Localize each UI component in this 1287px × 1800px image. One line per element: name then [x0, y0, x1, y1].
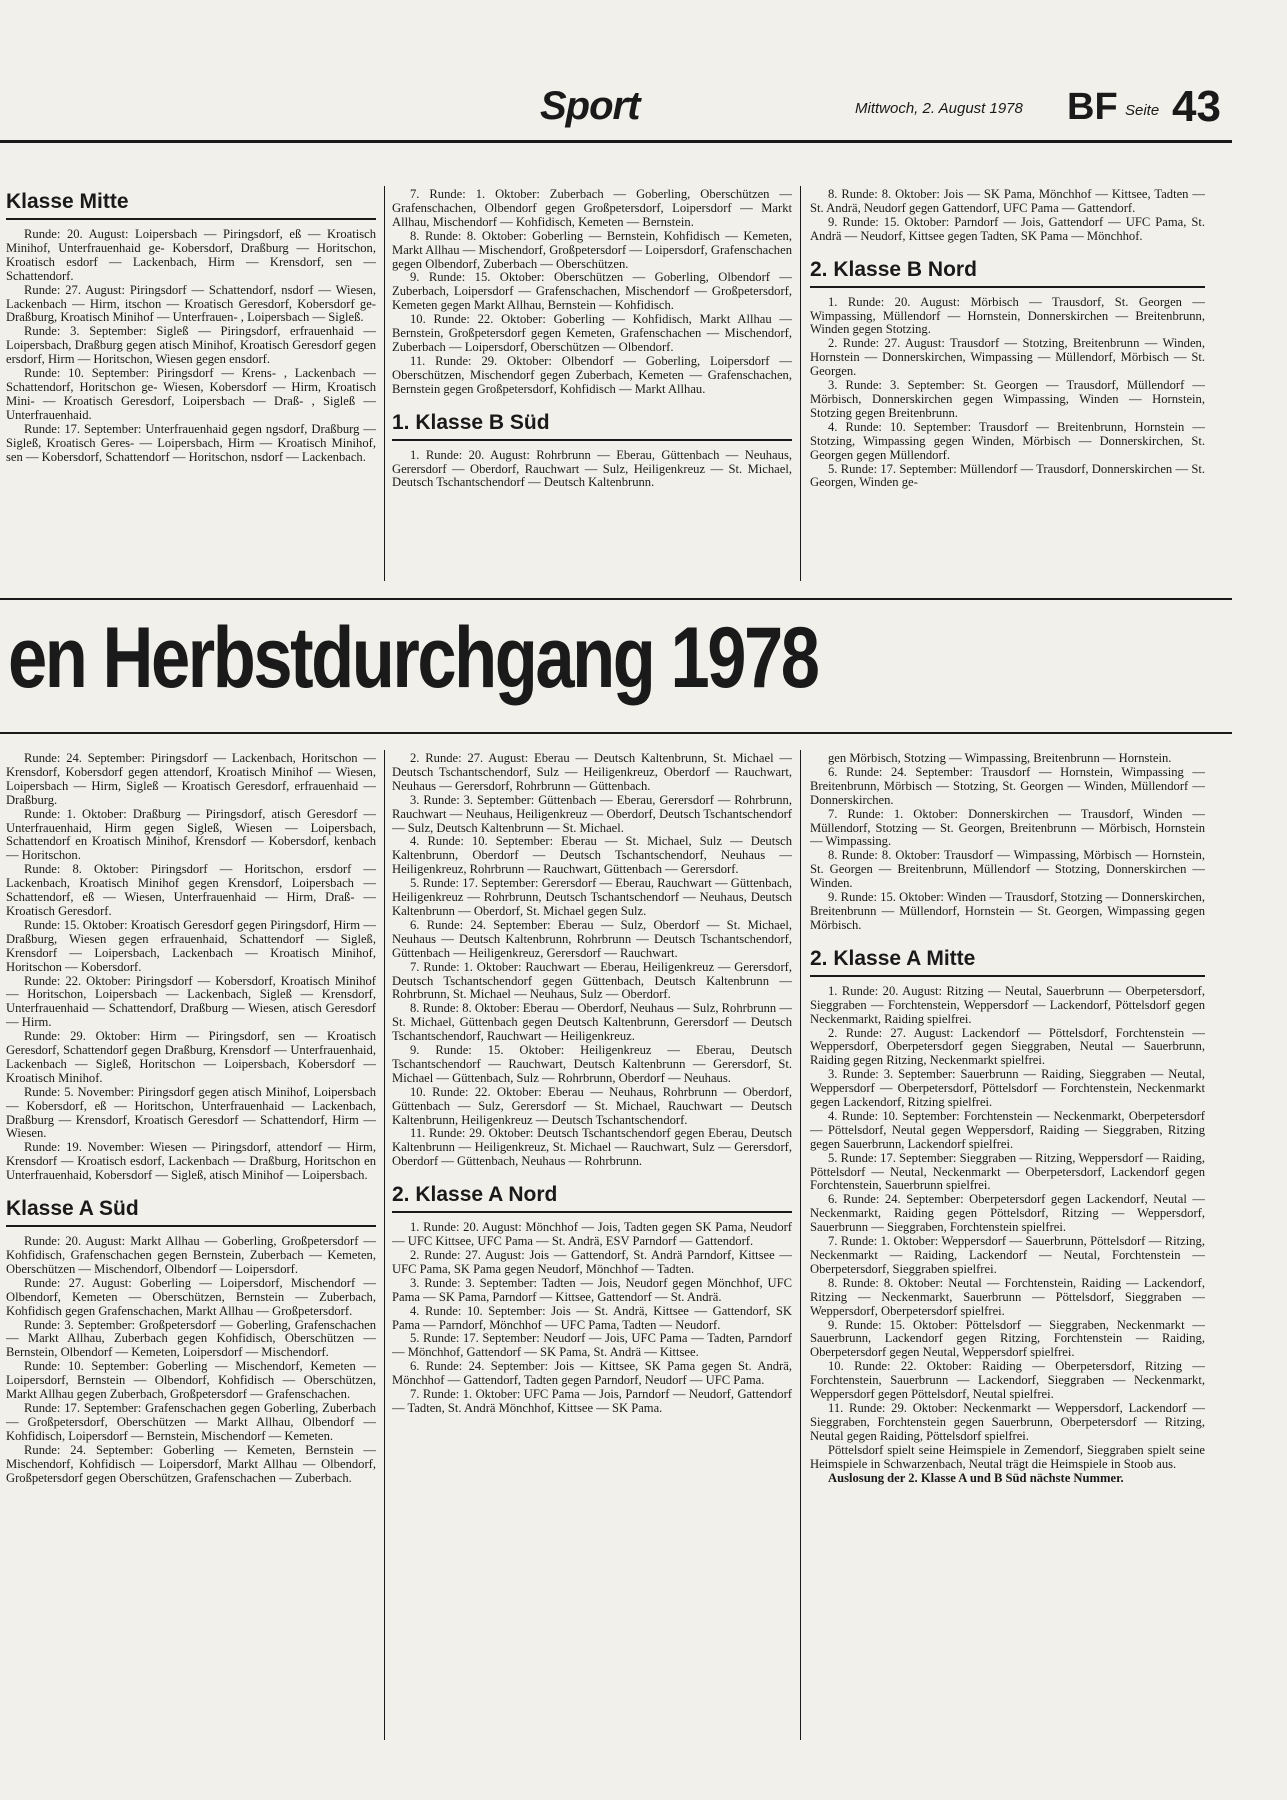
paragraph: 6. Runde: 24. September: Oberpetersdorf gegen Lackendorf, Neutal — Neckenmarkt, Raiding gegen Pöttelsdorf, Ritzing — Weppersdorf, Sauerbrunn — Sieggraben, Forchtenstein spielfrei. [810, 1192, 1205, 1235]
paragraph: 11. Runde: 29. Oktober: Neckenmarkt — Weppersdorf, Lackendorf — Sieggraben, Forchtenstein gegen Sauerbrunn, Oberpetersdorf — Ritzing, Neutal gegen Raiding, Pöttelsdorf spielfrei. [810, 1400, 1205, 1443]
paragraph: 6. Runde: 24. September: Jois — Kittsee, SK Pama gegen St. Andrä, Mönchhof — Gattendorf, Tadten gegen Parndorf, Neudorf — UFC Pama. [392, 1359, 792, 1388]
heading-klasse-a-sued: Klasse A Süd [6, 1195, 376, 1227]
paragraph: 4. Runde: 10. September: Jois — St. Andrä, Kittsee — Gattendorf, SK Pama — Parndorf, Mönchhof — UFC Pama, Tadten — Neudorf. [392, 1303, 792, 1332]
bottom-column-1 [6, 752, 376, 1752]
newspaper-logo: BF [1067, 86, 1118, 128]
paragraph: Runde: 10. September: Goberling — Mischendorf, Kemeten — Loipersdorf, Bernstein — Olbendorf, Kohfidisch — Oberschützen, Markt Allhau gegen Zuberbach, Großpetersdorf — Grafenschachen. [6, 1359, 376, 1402]
header-rule [0, 140, 1232, 143]
paragraph: Runde: 15. Oktober: Kroatisch Geresdorf gegen Piringsdorf, Hirm — Draßburg, Wiesen gegen erfrauenhaid, Schattendorf — Sigleß, Krensdorf — Loipersbach, Lackenbach — Kroatisch Minihof, Horitschon — Kobersdorf. [6, 917, 376, 974]
closing-note: Auslosung der 2. Klasse A und B Süd nächste Nummer. [828, 1470, 1124, 1485]
paragraph: 8. Runde: 8. Oktober: Eberau — Oberdorf, Neuhaus — Sulz, Rohrbrunn — St. Michael, Güttenbach gegen Deutsch Kaltenbrunn, Gerersdorf — Deutsch Tschantschendorf, Rauchwart — Heiligenkreuz. [392, 1001, 792, 1044]
page-header [0, 78, 1230, 136]
top-column-2 [392, 188, 792, 583]
paragraph: 9. Runde: 15. Oktober: Parndorf — Jois, Gattendorf — UFC Pama, St. Andrä — Neudorf, Kittsee gegen Tadten, SK Pama — Mönchhof. [810, 214, 1205, 243]
paragraph: 2. Runde: 27. August: Lackendorf — Pöttelsdorf, Forchtenstein — Weppersdorf, Oberpetersdorf gegen Sieggraben, Neutal — Sauerbrunn, Raiding gegen Ritzing, Neckenmarkt spielfrei. [810, 1025, 1205, 1068]
paragraph: 9. Runde: 15. Oktober: Heiligenkreuz — Eberau, Deutsch Tschantschendorf — Rauchwart, Deutsch Kaltenbrunn — Gerersdorf, St. Michael — Güttenbach, Sulz — Rohrbrunn, Oberdorf — Neuhaus. [392, 1043, 792, 1085]
paragraph: 11. Runde: 29. Oktober: Olbendorf — Goberling, Loipersdorf — Oberschützen, Mischendorf gegen Zuberbach, Kemeten — Grafenschachen, Bernstein gegen Großpetersdorf, Kohfidisch — Markt Allhau. [392, 353, 792, 396]
paragraph: Runde: 22. Oktober: Piringsdorf — Kobersdorf, Kroatisch Minihof — Horitschon, Loipersbach — Lackenbach, Sigleß — Krensdorf, Unterfrauenhaid — Schattendorf, Draßburg — Wiesen, atisch Geresdorf — Hirm. [6, 973, 376, 1030]
main-headline: en Herbstdurchgang 1978 [8, 610, 818, 706]
paragraph: 9. Runde: 15. Oktober: Winden — Trausdorf, Stotzing — Donnerskirchen, Breitenbrunn — Müllendorf, Hornstein — St. Georgen, Wimpassing gegen Mörbisch. [810, 890, 1205, 932]
heading-2-klasse-a-nord: 2. Klasse A Nord [392, 1181, 792, 1213]
paragraph: Runde: 17. September: Grafenschachen gegen Goberling, Zuberbach — Großpetersdorf, Oberschützen — Markt Allhau, Olbendorf — Kohfidisch, Loipersdorf — Bernstein, Mischendorf — Kemeten. [6, 1400, 376, 1443]
column-divider [800, 186, 801, 581]
paragraph: 5. Runde: 17. September: Neudorf — Jois, UFC Pama — Tadten, Parndorf — Mönchhof, Gattendorf — SK Pama, St. Andrä — Kittsee. [392, 1331, 792, 1360]
paragraph: 9. Runde: 15. Oktober: Oberschützen — Goberling, Olbendorf — Zuberbach, Loipersdorf — Grafenschachen, Mischendorf — Großpetersdorf, Kemeten gegen Markt Allhau, Bernstein — Kohfidisch. [392, 270, 792, 313]
heading-2-klasse-a-mitte: 2. Klasse A Mitte [810, 945, 1205, 977]
paragraph: Runde: 24. September: Piringsdorf — Lackenbach, Horitschon — Krensdorf, Kobersdorf gegen attendorf, Kroatisch Minihof — Wiesen, Loipersbach — Hirm, Sigleß — Kroatisch Geresdorf, erfrauenhaid — Draßburg. [6, 752, 376, 807]
issue-date: Mittwoch, 2. August 1978 [855, 100, 1023, 117]
paragraph: 7. Runde: 1. Oktober: UFC Pama — Jois, Parndorf — Neudorf, Gattendorf — Tadten, St. Andrä Mönchhof, Kittsee — SK Pama. [392, 1387, 792, 1415]
paragraph: 5. Runde: 17. September: Sieggraben — Ritzing, Weppersdorf — Raiding, Pöttelsdorf — Neutal, Neckenmarkt — Oberpetersdorf, Lackendorf gegen Forchtenstein, Sauerbrunn spielfrei. [810, 1150, 1205, 1193]
paragraph: Runde: 5. November: Piringsdorf gegen atisch Minihof, Loipersbach — Kobersdorf, eß — Horitschon, Unterfrauenhaid — Lackenbach, Draßburg — Krensdorf, Kroatisch Geresdorf — Schattendorf, Hirm — Wiesen. [6, 1084, 376, 1141]
paragraph: 10. Runde: 22. Oktober: Goberling — Kohfidisch, Markt Allhau — Bernstein, Großpetersdorf gegen Kemeten, Grafenschachen — Mischendorf, Zuberbach — Loipersdorf, Oberschützen — Olbendorf. [392, 312, 792, 354]
section-title: Sport [540, 84, 640, 128]
paragraph: 10. Runde: 22. Oktober: Eberau — Neuhaus, Rohrbrunn — Oberdorf, Güttenbach — Sulz, Gerersdorf — St. Michael, Rauchwart — Deutsch Kaltenbrunn, Heiligenkreuz — Deutsch Tschantschendorf. [392, 1084, 792, 1127]
column-divider [384, 186, 385, 581]
paragraph: Runde: 20. August: Markt Allhau — Goberling, Großpetersdorf — Kohfidisch, Grafenschachen gegen Bernstein, Zuberbach — Kemeten, Oberschützen — Mischendorf, Olbendorf — Loipersdorf. [6, 1234, 376, 1276]
paragraph: Runde: 29. Oktober: Hirm — Piringsdorf, sen — Kroatisch Geresdorf, Schattendorf gegen Draßburg, Krensdorf — Unterfrauenhaid, Lackenbach — Sigleß, Horitschon — Loipersbach, Kobersdorf — Kroatisch Minihof. [6, 1029, 376, 1085]
paragraph: Runde: 17. September: Unterfrauenhaid gegen ngsdorf, Draßburg — Sigleß, Kroatisch Geres- — Loipersbach, Hirm — Kroatisch Minihof, sen — Kobersdorf, Schattendorf — Horitschon, nsdorf — Lackenbach. [6, 421, 376, 464]
paragraph: 2. Runde: 27. August: Eberau — Deutsch Kaltenbrunn, St. Michael — Deutsch Tschantschendorf, Sulz — Heiligenkreuz, Oberdorf — Rauchwart, Neuhaus — Gerersdorf, Rohrbrunn — Güttenbach. [392, 752, 792, 793]
paragraph: 7. Runde: 1. Oktober: Donnerskirchen — Trausdorf, Winden — Müllendorf, Stotzing — St. Georgen, Breitenbrunn — Mörbisch, Hornstein — Wimpassing. [810, 806, 1205, 849]
paragraph: 4. Runde: 10. September: Eberau — St. Michael, Sulz — Deutsch Kaltenbrunn, Oberdorf — Deutsch Tschantschendorf, Neuhaus — Heiligenkreuz, Rohrbrunn — Rauchwart, Güttenbach — Gerersdorf. [392, 834, 792, 877]
heading-klasse-mitte: Klasse Mitte [6, 188, 376, 220]
paragraph: 8. Runde: 8. Oktober: Jois — SK Pama, Mönchhof — Kittsee, Tadten — St. Andrä, Neudorf gegen Gattendorf, UFC Pama — Gattendorf. [810, 188, 1205, 215]
section-rule [0, 732, 1232, 734]
paragraph: Pöttelsdorf spielt seine Heimspiele in Zemendorf, Sieggraben spielt seine Heimspiele in Schwarzenbach, Neutal trägt die Heimspiele in Stoob aus. [810, 1442, 1205, 1471]
paragraph: 1. Runde: 20. August: Ritzing — Neutal, Sauerbrunn — Oberpetersdorf, Sieggraben — Forchtenstein, Weppersdorf — Lackendorf, Pöttelsdorf gegen Neckenmarkt, Raiding spielfrei. [810, 983, 1205, 1026]
paragraph: 3. Runde: 3. September: Tadten — Jois, Neudorf gegen Mönchhof, UFC Pama — SK Pama, Parndorf — Kittsee, Gattendorf — St. Andrä. [392, 1275, 792, 1304]
bottom-column-2 [392, 752, 792, 1752]
paragraph: gen Mörbisch, Stotzing — Wimpassing, Breitenbrunn — Hornstein. [828, 752, 1172, 765]
paragraph: Runde: 27. August: Goberling — Loipersdorf, Mischendorf — Olbendorf, Kemeten — Oberschützen, Bernstein — Zuberbach, Kohfidisch gegen Grafenschachen, Markt Allhau — Großpetersdorf. [6, 1275, 376, 1318]
paragraph: 11. Runde: 29. Oktober: Deutsch Tschantschendorf gegen Eberau, Deutsch Kaltenbrunn — Heiligenkreuz, St. Michael — Rauchwart, Sulz — Gerersdorf, Oberdorf — Güttenbach, Neuhaus — Rohrbrunn. [392, 1126, 792, 1169]
paragraph: 2. Runde: 27. August: Jois — Gattendorf, St. Andrä Parndorf, Kittsee — UFC Pama, SK Pama gegen Neudorf, Mönchhof — Tadten. [392, 1248, 792, 1276]
paragraph: Runde: 10. September: Piringsdorf — Krens- , Lackenbach — Schattendorf, Horitschon ge- Wiesen, Kobersdorf — Hirm, Kroatisch Mini- — Kroatisch Geresdorf, Loipersbach — Draß- , Sigleß — Unterfrauenhaid. [6, 366, 376, 422]
top-column-1 [6, 188, 376, 583]
paragraph: 9. Runde: 15. Oktober: Pöttelsdorf — Sieggraben, Neckenmarkt — Sauerbrunn, Lackendorf gegen Ritzing, Forchtenstein — Raiding, Oberpetersdorf gegen Neutal, Weppersdorf spielfrei. [810, 1317, 1205, 1360]
paragraph: 1. Runde: 20. August: Rohrbrunn — Eberau, Güttenbach — Neuhaus, Gerersdorf — Oberdorf, Rauchwart — Sulz, Heiligenkreuz — St. Michael, Deutsch Tschantschendorf — Deutsch Kaltenbrunn. [392, 447, 792, 490]
paragraph: 8. Runde: 8. Oktober: Neutal — Forchtenstein, Raiding — Lackendorf, Ritzing — Neckenmarkt, Sauerbrunn — Pöttelsdorf, Sieggraben — Weppersdorf, Oberpetersdorf spielfrei. [810, 1275, 1205, 1318]
paragraph: 8. Runde: 8. Oktober: Trausdorf — Wimpassing, Mörbisch — Hornstein, St. Georgen — Breitenbrunn, Müllendorf — Stotzing, Donnerskirchen — Winden. [810, 848, 1205, 891]
paragraph: 5. Runde: 17. September: Müllendorf — Trausdorf, Donnerskirchen — St. Georgen, Winden ge- [810, 461, 1205, 490]
top-column-3 [810, 188, 1205, 583]
paragraph: Runde: 20. August: Loipersbach — Piringsdorf, eß — Kroatisch Minihof, Unterfrauenhaid ge- Kobersdorf, Draßburg — Horitschon, Kroatisch esdorf — Lackenbach, Hirm — Krensdorf, sen — Schattendorf. [6, 227, 376, 283]
paragraph: 7. Runde: 1. Oktober: Rauchwart — Eberau, Heiligenkreuz — Gerersdorf, Deutsch Tschantschendorf gegen Güttenbach, Deutsch Kaltenbrunn — Rohrbrunn, St. Michael — Neuhaus, Sulz — Oberdorf. [392, 959, 792, 1002]
paragraph: Runde: 19. November: Wiesen — Piringsdorf, attendorf — Hirm, Krensdorf — Kroatisch esdorf, Lackenbach — Draßburg, Horitschon en Unterfrauenhaid, Kobersdorf — Sigleß, atisch Minihof — Loipersbach. [6, 1140, 376, 1183]
section-rule [0, 598, 1232, 600]
paragraph: Runde: 27. August: Piringsdorf — Schattendorf, nsdorf — Wiesen, Lackenbach — Hirm, itschon — Kroatisch Geresdorf, Kobersdorf ge- Draßburg, Kroatisch Minihof — Unterfrauen- , Loipersbach — Sigleß. [6, 282, 376, 325]
paragraph: 1. Runde: 20. August: Mörbisch — Trausdorf, St. Georgen — Wimpassing, Müllendorf — Hornstein, Donnerskirchen — Breitenbrunn, Winden gegen Stotzing. [810, 294, 1205, 337]
paragraph: Runde: 1. Oktober: Draßburg — Piringsdorf, atisch Geresdorf — Unterfrauenhaid, Hirm gegen Sigleß, Wiesen — Loipersbach, Schattendorf en Kroatisch Minihof, Krensdorf — Kobersdorf, kenbach — Horitschon. [6, 806, 376, 863]
page-number: 43 [1172, 82, 1221, 131]
bottom-column-3 [810, 752, 1205, 1752]
paragraph: Runde: 3. September: Sigleß — Piringsdorf, erfrauenhaid — Loipersbach, Draßburg gegen atisch Minihof, Kroatisch Geresdorf gegen ersdorf, Hirm — Horitschon, Wiesen gegen ensdorf. [6, 324, 376, 367]
paragraph: 10. Runde: 22. Oktober: Raiding — Oberpetersdorf, Ritzing — Forchtenstein, Sauerbrunn — Lackendorf, Sieggraben — Neckenmarkt, Weppersdorf gegen Pöttelsdorf, Neutal spielfrei. [810, 1359, 1205, 1402]
paragraph: 3. Runde: 3. September: Sauerbrunn — Raiding, Sieggraben — Neutal, Weppersdorf — Oberpetersdorf, Pöttelsdorf — Forchtenstein, Neckenmarkt gegen Lackendorf, Ritzing spielfrei. [810, 1067, 1205, 1110]
paragraph: 6. Runde: 24. September: Trausdorf — Hornstein, Wimpassing — Breitenbrunn, Mörbisch — Stotzing, St. Georgen — Winden, Müllendorf — Donnerskirchen. [810, 764, 1205, 807]
column-divider [800, 750, 801, 1740]
page-label: Seite [1125, 102, 1160, 119]
paragraph: 7. Runde: 1. Oktober: Weppersdorf — Sauerbrunn, Pöttelsdorf — Ritzing, Neckenmarkt — Raiding, Lackendorf — Neutal, Forchtenstein — Oberpetersdorf, Sieggraben spielfrei. [810, 1234, 1205, 1276]
paragraph: 3. Runde: 3. September: Güttenbach — Eberau, Gerersdorf — Rohrbrunn, Rauchwart — Neuhaus, Heiligenkreuz — Oberdorf, Deutsch Tschantschendorf — Sulz, Deutsch Kaltenbrunn — St. Michael. [392, 792, 792, 835]
paragraph: 7. Runde: 1. Oktober: Zuberbach — Goberling, Oberschützen — Grafenschachen, Olbendorf gegen Großpetersdorf, Loipersdorf — Markt Allhau, Mischendorf — Kohfidisch, Kemeten — Bernstein. [392, 188, 792, 229]
paragraph: 3. Runde: 3. September: St. Georgen — Trausdorf, Müllendorf — Mörbisch, Donnerskirchen gegen Wimpassing, Winden — Hornstein, Stotzing gegen Breitenbrunn. [810, 378, 1205, 420]
paragraph: Runde: 8. Oktober: Piringsdorf — Horitschon, ersdorf — Lackenbach, Kroatisch Minihof gegen Krensdorf, Loipersbach — Schattendorf, eß — Wiesen, Unterfrauenhaid — Hirm, Draß- — Kroatisch Geresdorf. [6, 862, 376, 918]
column-divider [384, 750, 385, 1740]
paragraph: 5. Runde: 17. September: Gerersdorf — Eberau, Rauchwart — Güttenbach, Heiligenkreuz — Rohrbrunn, Deutsch Tschantschendorf — Neuhaus, Deutsch Kaltenbrunn — Oberdorf, St. Michael gegen Sulz. [392, 876, 792, 918]
paragraph: 6. Runde: 24. September: Eberau — Sulz, Oberdorf — St. Michael, Neuhaus — Deutsch Kaltenbrunn, Rohrbrunn — Deutsch Tschantschendorf, Güttenbach — Heiligenkreuz, Gerersdorf — Rauchwart. [392, 917, 792, 960]
paragraph: Runde: 3. September: Großpetersdorf — Goberling, Grafenschachen — Markt Allhau, Zuberbach gegen Kohfidisch, Oberschützen — Bernstein, Olbendorf — Kemeten, Loipersdorf — Mischendorf. [6, 1317, 376, 1360]
paragraph: 8. Runde: 8. Oktober: Goberling — Bernstein, Kohfidisch — Kemeten, Markt Allhau — Mischendorf, Großpetersdorf — Loipersdorf, Grafenschachen gegen Olbendorf, Zuberbach — Oberschützen. [392, 228, 792, 271]
paragraph: Runde: 24. September: Goberling — Kemeten, Bernstein — Mischendorf, Kohfidisch — Loipersdorf, Markt Allhau — Olbendorf, Großpetersdorf gegen Oberschützen, Grafenschachen — Zuberbach. [6, 1442, 376, 1485]
heading-1-klasse-b-sued: 1. Klasse B Süd [392, 409, 792, 441]
paragraph: 2. Runde: 27. August: Trausdorf — Stotzing, Breitenbrunn — Winden, Hornstein — Donnerskirchen, Wimpassing — Müllendorf, Mörbisch — St. Georgen. [810, 336, 1205, 379]
paragraph: 4. Runde: 10. September: Forchtenstein — Neckenmarkt, Oberpetersdorf — Pöttelsdorf, Neutal gegen Weppersdorf, Raiding — Sieggraben, Ritzing gegen Sauerbrunn, Lackendorf spielfrei. [810, 1108, 1205, 1151]
paragraph: 4. Runde: 10. September: Trausdorf — Breitenbrunn, Hornstein — Stotzing, Wimpassing gegen Winden, Mörbisch — Donnerskirchen, St. Georgen gegen Müllendorf. [810, 419, 1205, 462]
paragraph: 1. Runde: 20. August: Mönchhof — Jois, Tadten gegen SK Pama, Neudorf — UFC Kittsee, UFC Pama — St. Andrä, ESV Parndorf — Gattendorf. [392, 1220, 792, 1249]
heading-2-klasse-b-nord: 2. Klasse B Nord [810, 256, 1205, 288]
